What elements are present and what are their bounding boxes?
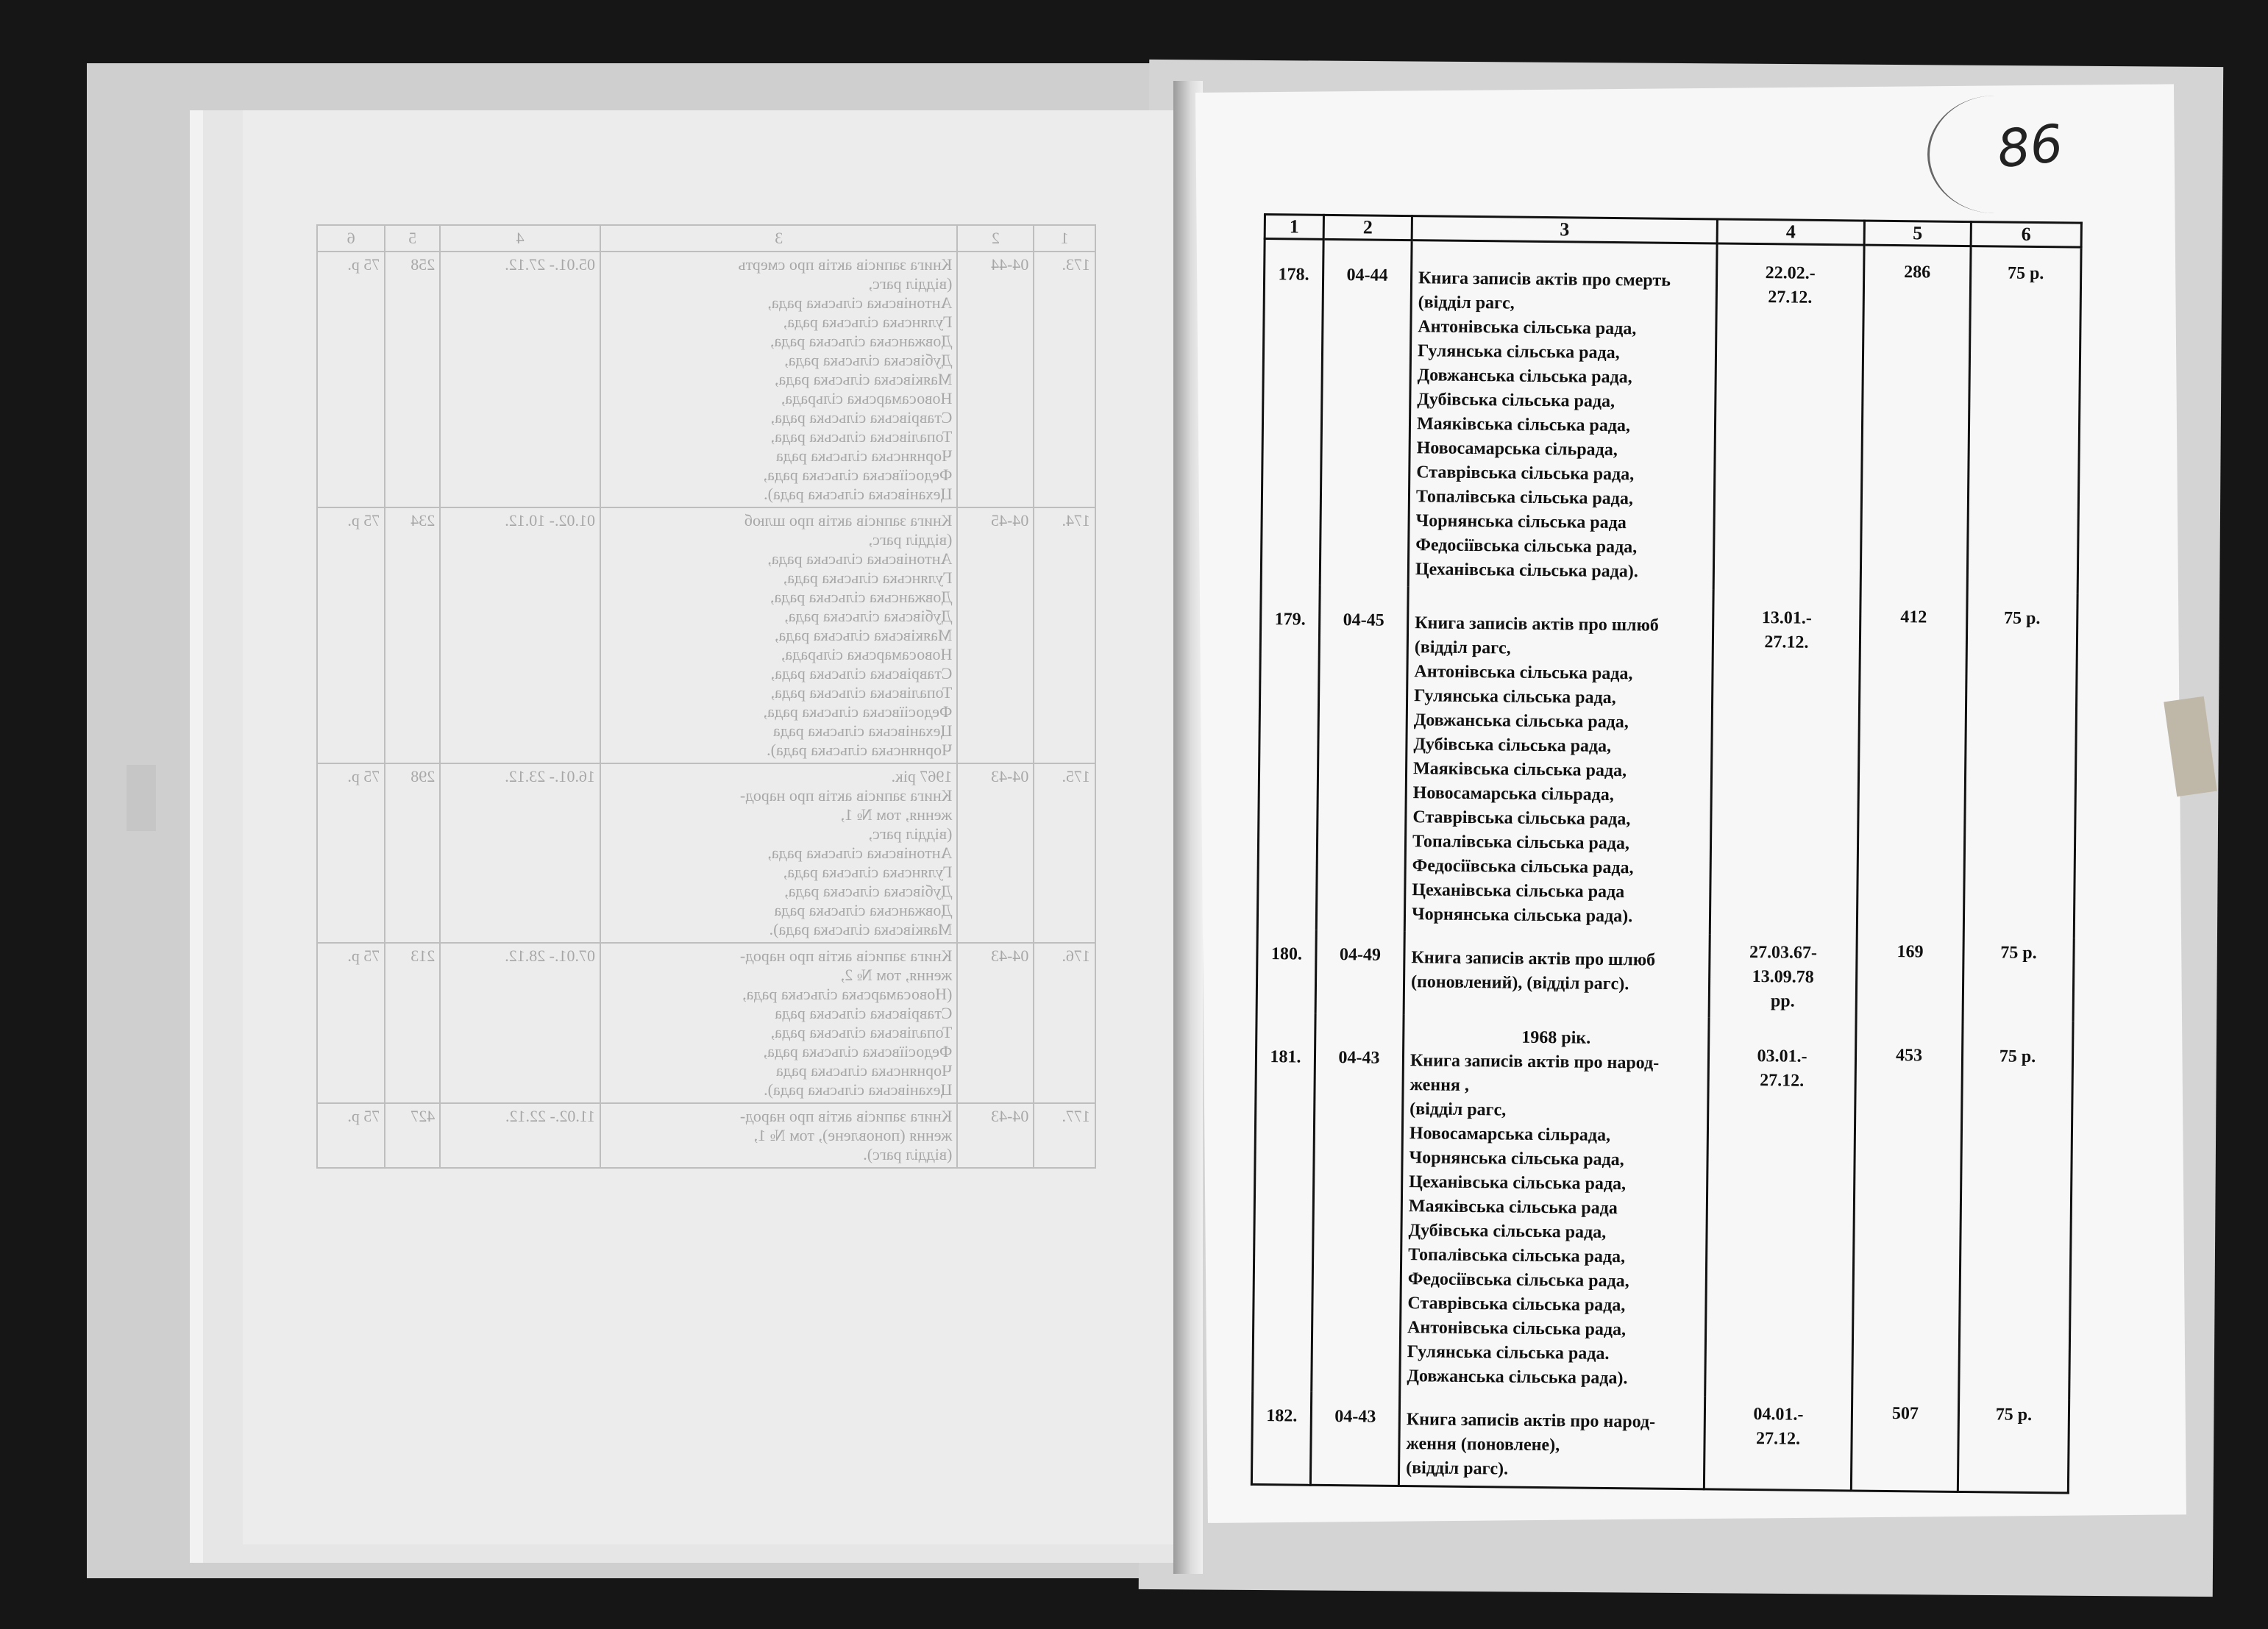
column-header-5: 5 <box>1864 221 1971 246</box>
row-number-text: 180. <box>1270 944 1303 964</box>
ghost-line: Гулянська сільська рада, <box>783 568 953 587</box>
ghost-line: Дубівська сільська рада, <box>784 882 953 900</box>
row-term <box>1958 1399 2069 1493</box>
row-count <box>1857 591 1967 937</box>
row-count-text: 169 <box>1896 942 1924 962</box>
ghost-line: Топалівська сільська рада, <box>770 683 953 702</box>
description-title-line: Книга записів актів про народ- <box>1406 1410 1656 1432</box>
ghost-line: Цеханівська сільська рада). <box>764 1080 953 1099</box>
ghost-line: Маяківська сільська рада, <box>774 626 953 644</box>
council-line: Гулянська сільська рада, <box>1414 686 1616 708</box>
ghost-line: Книга записів актів про народ- <box>739 1107 953 1125</box>
table-row <box>1257 585 2077 938</box>
ghost-line: 1967 рік. <box>891 767 953 785</box>
binding-tape-left <box>127 765 156 831</box>
ghost-line: (відділ рагс, <box>868 824 953 843</box>
description-title-line: ження (поновлене), <box>1406 1434 1560 1455</box>
row-count-text: 453 <box>1895 1046 1923 1066</box>
row-code <box>1320 239 1412 586</box>
row-dates <box>1709 934 1857 1019</box>
row-count-text: 507 <box>1891 1404 1919 1424</box>
date-line: 27.12. <box>1768 288 1813 307</box>
ghost-line: Довжанська сільська рада <box>774 901 953 919</box>
date-line: рр. <box>1770 991 1795 1011</box>
left-page-bleedthrough-table <box>316 224 1096 1169</box>
ghost-row-description <box>600 1103 957 1168</box>
council-line: Маяківська сільська рада <box>1408 1197 1618 1219</box>
column-header-4: 4 <box>1717 219 1864 245</box>
council-line: Ставрівська сільська рада, <box>1407 1294 1626 1316</box>
ghost-line: Цеханівська сільська рада). <box>764 485 953 503</box>
page-number: 86 <box>1994 113 2066 180</box>
ghost-line: Чорнянська сільська рада). <box>767 741 953 759</box>
council-line: Топалівська сільська рада, <box>1412 832 1630 854</box>
ghost-line: Новосамарська сільрада, <box>781 645 953 663</box>
row-count <box>1851 1397 1958 1491</box>
row-number-text: 182. <box>1266 1406 1298 1426</box>
description-title-line: (відділ рагс, <box>1409 1099 1507 1120</box>
row-term <box>1967 246 2081 594</box>
ghost-row-description <box>600 763 957 943</box>
date-line: 22.02.- <box>1765 263 1816 283</box>
ghost-line: ження, том № 2, <box>840 966 953 984</box>
row-number <box>1261 239 1323 585</box>
row-description <box>1404 931 1710 1017</box>
row-term-text: 75 р. <box>1995 1405 2033 1425</box>
row-dates <box>1704 1396 1852 1491</box>
date-line: 04.01.- <box>1753 1405 1804 1425</box>
ghost-line: Довжанська сільська рада, <box>769 332 953 350</box>
table-row <box>1256 930 2074 1022</box>
ghost-column-header-4: 4 <box>440 225 600 252</box>
ghost-line: Дубівська сільська рада, <box>784 351 953 369</box>
ghost-line: Антонівська сільська рада, <box>767 844 953 862</box>
year-heading: 1968 рік. <box>1521 1027 1591 1048</box>
council-line: Ставрівська сільська рада, <box>1416 463 1635 485</box>
ghost-row-count: 258 <box>385 252 440 507</box>
ghost-row-count: 213 <box>385 943 440 1103</box>
ghost-row-term: 75 р. <box>317 507 385 763</box>
ghost-row-dates: 01.02.- 10.12. <box>440 507 600 763</box>
ghost-line: Маяківська сільська рада, <box>774 370 953 388</box>
row-number <box>1251 1391 1311 1485</box>
ghost-row-term: 75 р. <box>317 943 385 1103</box>
ghost-line: Топалівська сільська рада, <box>770 427 953 446</box>
row-code <box>1312 1013 1404 1393</box>
ghost-row-count: 298 <box>385 763 440 943</box>
council-line: Довжанська сільська рада). <box>1407 1366 1628 1389</box>
ghost-line: Гулянська сільська рада, <box>783 863 953 881</box>
council-line: Довжанська сільська рада, <box>1413 710 1629 732</box>
council-line: Дубівська сільська рада, <box>1417 390 1615 412</box>
ghost-column-header-5: 5 <box>385 225 440 252</box>
council-line: Цеханівська сільська рада <box>1412 880 1625 902</box>
council-line: Антонівська сільська рада, <box>1418 317 1637 339</box>
ghost-line: Чорнянська сільська рада <box>776 446 953 465</box>
description-title-line: (поновлений), (відділ рагс). <box>1410 972 1629 994</box>
ghost-row <box>317 943 1095 1103</box>
ghost-row-count: 234 <box>385 507 440 763</box>
ghost-row-dates: 07.01.- 28.12. <box>440 943 600 1103</box>
row-code <box>1310 1392 1399 1486</box>
ghost-line: (відділ рагс, <box>868 530 953 549</box>
row-code-text: 04-45 <box>1343 610 1384 630</box>
row-term-text: 75 р. <box>2000 943 2037 963</box>
date-line: 13.01.- <box>1761 608 1812 628</box>
ghost-line: Гулянська сільська рада, <box>783 313 953 331</box>
ghost-line: Чорнянська сільська рада <box>776 1061 953 1080</box>
column-header-2: 2 <box>1323 215 1412 240</box>
row-description <box>1404 586 1713 934</box>
description-title-line: (відділ рагс). <box>1406 1458 1509 1479</box>
council-line: Топалівська сільська рада, <box>1408 1245 1626 1267</box>
council-line: Федосіївська сільська рада, <box>1407 1269 1629 1291</box>
ghost-line: Ставрівська сільська рада, <box>770 408 953 427</box>
row-term <box>1963 592 2077 938</box>
row-term-text: 75 р. <box>1999 1047 2036 1067</box>
ghost-line: Книга записів актів про народ- <box>739 947 953 965</box>
ghost-row-term: 75 р. <box>317 763 385 943</box>
row-count <box>1860 245 1971 592</box>
ghost-row-code: 04-43 <box>957 763 1034 943</box>
council-line: Маяківська сільська рада, <box>1416 414 1631 436</box>
description-title-line: ження , <box>1409 1075 1470 1095</box>
ghost-header-row <box>317 225 1095 252</box>
row-description <box>1408 240 1717 590</box>
row-term <box>1959 1020 2073 1400</box>
council-line: Чорнянська сільська рада). <box>1411 905 1633 927</box>
council-line: Цеханівська сільська рада, <box>1409 1172 1627 1194</box>
row-dates <box>1713 243 1864 591</box>
description-title-line: Книга записів актів про шлюб <box>1415 613 1660 635</box>
council-line: Чорнянська сільська рада <box>1415 511 1627 533</box>
ghost-row-dates: 05.01.- 27.12. <box>440 252 600 507</box>
row-code-text: 04-43 <box>1334 1407 1376 1427</box>
ghost-row <box>317 1103 1095 1168</box>
ghost-line: Маяківська сільська рада). <box>769 920 953 938</box>
ghost-row-term: 75 р. <box>317 1103 385 1168</box>
council-line: Федосіївська сільська рада, <box>1415 535 1638 557</box>
row-description <box>1400 1014 1709 1396</box>
row-description <box>1398 1393 1704 1489</box>
date-line: 03.01.- <box>1757 1047 1807 1066</box>
ghost-line: Федосіївська сільська рада, <box>763 702 953 721</box>
row-code <box>1316 585 1408 931</box>
row-number-text: 181. <box>1270 1047 1301 1067</box>
row-code-text: 04-44 <box>1346 265 1388 285</box>
row-term <box>1963 937 2074 1022</box>
ghost-row-number: 173. <box>1034 252 1095 507</box>
column-header-1: 1 <box>1265 215 1323 240</box>
row-code-text: 04-43 <box>1338 1048 1380 1068</box>
ghost-column-header-1: 1 <box>1034 225 1095 252</box>
ghost-row-code: 04-43 <box>957 1103 1034 1168</box>
register-table-container <box>1251 213 2080 1494</box>
row-code <box>1315 930 1404 1014</box>
row-count <box>1856 935 1963 1020</box>
ghost-line: Ставрівська сільська рада <box>775 1004 953 1022</box>
council-line: Новосамарська сільрада, <box>1412 783 1615 805</box>
ghost-row-description <box>600 943 957 1103</box>
council-line: Новосамарська сільрада, <box>1409 1124 1611 1146</box>
council-line: Чорнянська сільська рада, <box>1409 1148 1624 1170</box>
row-number <box>1253 1013 1315 1392</box>
ghost-row <box>317 763 1095 943</box>
ghost-row-dates: 16.01.- 23.12. <box>440 763 600 943</box>
council-line: Довжанська сільська рада, <box>1417 366 1632 388</box>
row-count <box>1852 1019 1963 1398</box>
council-line: Антонівська сільська рада, <box>1414 662 1633 684</box>
ghost-line: Ставрівська сільська рада, <box>770 664 953 682</box>
ghost-column-header-6: 6 <box>317 225 385 252</box>
ghost-row <box>317 507 1095 763</box>
row-term-text: 75 р. <box>2007 263 2044 284</box>
council-line: Гулянська сільська рада, <box>1417 341 1620 363</box>
column-header-6: 6 <box>1971 222 2081 248</box>
ghost-line: Топалівська сільська рада, <box>770 1023 953 1041</box>
date-line: 27.12. <box>1760 1071 1805 1091</box>
row-number-text: 179. <box>1274 610 1306 630</box>
row-dates <box>1705 1017 1856 1397</box>
ghost-column-header-3: 3 <box>600 225 957 252</box>
council-line: Дубівська сільська рада, <box>1408 1221 1607 1242</box>
description-title-line: Книга записів актів про шлюб <box>1411 948 1656 970</box>
ghost-line: Книга записів актів про смерть <box>738 255 953 274</box>
description-title-line: (відділ рагс, <box>1414 638 1511 658</box>
date-line: 13.09.78 <box>1752 967 1814 987</box>
ghost-row-code: 04-45 <box>957 507 1034 763</box>
council-line: Цеханівська сільська рада). <box>1415 560 1638 582</box>
description-title-line: Книга записів актів про народ- <box>1409 1051 1660 1073</box>
ghost-line: (відділ рагс). <box>863 1145 953 1163</box>
council-line: Антонівська сільська рада, <box>1407 1318 1627 1340</box>
description-title-line: Книга записів актів про смерть <box>1418 268 1671 290</box>
ghost-row <box>317 252 1095 507</box>
council-line: Ставрівська сільська рада, <box>1412 808 1631 830</box>
register-table <box>1251 213 2083 1494</box>
row-number <box>1256 930 1316 1013</box>
ghost-row-code: 04-43 <box>957 943 1034 1103</box>
ghost-line: (Новосамарська сільська рада, <box>742 985 953 1003</box>
date-line: 27.03.67- <box>1749 942 1818 963</box>
council-line: Маяківська сільська рада, <box>1412 759 1627 781</box>
ghost-line: Довжанська сільська рада, <box>769 588 953 606</box>
ghost-line: Книга записів актів про народ- <box>739 786 953 805</box>
row-count-text: 412 <box>1900 607 1927 627</box>
ghost-line: ження (поновлене), том № 1, <box>753 1126 953 1144</box>
table-row <box>1253 1013 2073 1400</box>
date-line: 27.12. <box>1755 1429 1801 1449</box>
ghost-row-number: 175. <box>1034 763 1095 943</box>
description-title-line: (відділ рагс, <box>1418 293 1515 313</box>
ghost-row-description <box>600 252 957 507</box>
council-line: Топалівська сільська рада, <box>1415 487 1634 509</box>
table-row <box>1251 1391 2069 1493</box>
ghost-line: Новосамарська сільрада, <box>781 389 953 407</box>
row-number-text: 178. <box>1278 265 1309 285</box>
ghost-line: Книга записів актів про шлюб <box>744 511 953 530</box>
row-number <box>1257 585 1320 930</box>
row-code-text: 04-49 <box>1339 945 1382 965</box>
ghost-line: ження, том № 1, <box>840 805 953 824</box>
council-line: Федосіївська сільська рада, <box>1412 856 1634 878</box>
ghost-row-description <box>600 507 957 763</box>
row-count-text: 286 <box>1904 263 1931 282</box>
ghost-row-number: 177. <box>1034 1103 1095 1168</box>
row-dates <box>1710 589 1860 935</box>
ghost-row-code: 04-44 <box>957 252 1034 507</box>
ghost-body <box>317 252 1095 1168</box>
row-term-text: 75 р. <box>2003 608 2041 629</box>
ghost-line: Федосіївська сільська рада, <box>763 466 953 484</box>
ghost-row-count: 427 <box>385 1103 440 1168</box>
table-body <box>1251 239 2081 1494</box>
ghost-row-dates: 11.02.- 22.12. <box>440 1103 600 1168</box>
ghost-line: Антонівська сільська рада, <box>767 293 953 312</box>
ghost-line: Антонівська сільська рада, <box>767 549 953 568</box>
ghost-line: Федосіївська сільська рада, <box>763 1042 953 1061</box>
council-line: Гулянська сільська рада. <box>1407 1342 1610 1364</box>
ghost-line: Цеханівська сільська рада <box>772 721 953 740</box>
ghost-row-term: 75 р. <box>317 252 385 507</box>
ghost-column-header-2: 2 <box>957 225 1034 252</box>
ghost-line: Дубівська сільська рада, <box>784 607 953 625</box>
council-line: Новосамарська сільрада, <box>1416 438 1618 460</box>
column-header-3: 3 <box>1412 216 1717 243</box>
ghost-row-number: 174. <box>1034 507 1095 763</box>
ghost-table <box>316 224 1096 1169</box>
ghost-line: (відділ рагс, <box>868 274 953 293</box>
table-row <box>1261 239 2081 594</box>
date-line: 27.12. <box>1764 632 1809 652</box>
council-line: Дубівська сільська рада, <box>1413 735 1612 756</box>
ghost-row-number: 176. <box>1034 943 1095 1103</box>
